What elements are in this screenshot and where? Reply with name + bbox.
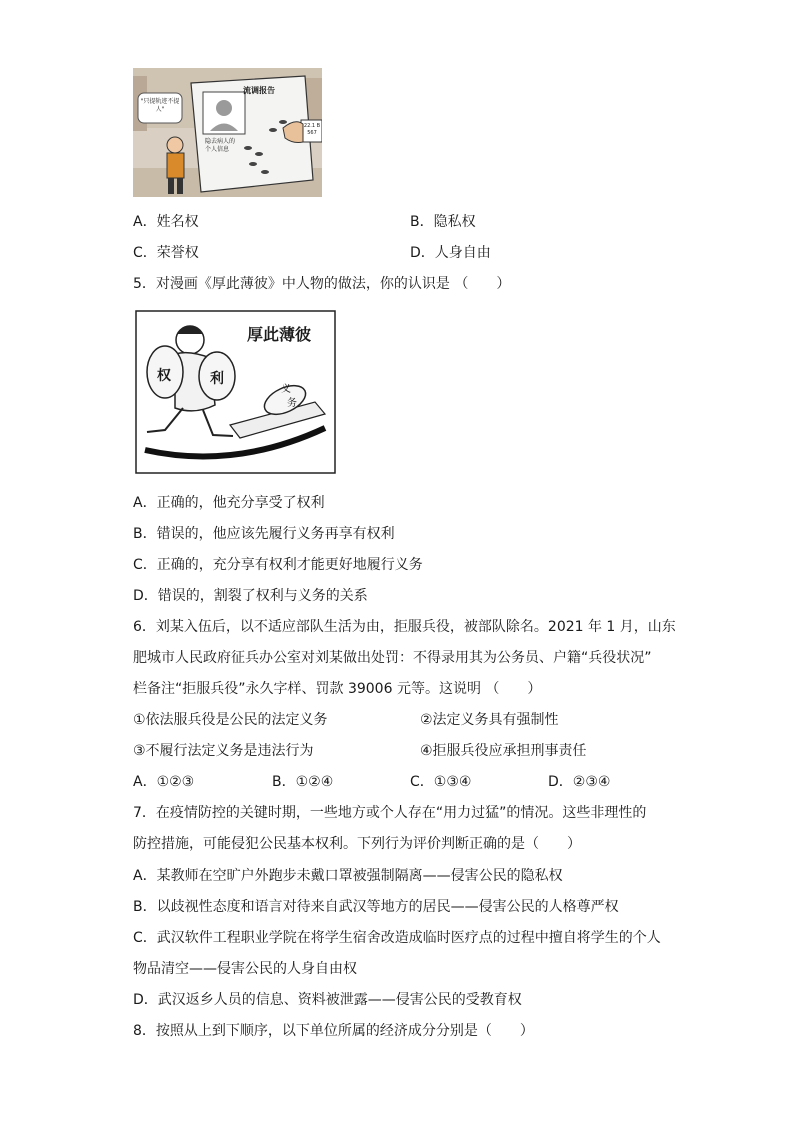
q6-statement-2: ②法定义务具有强制性 <box>420 712 559 728</box>
q4-option-a: A．姓名权 <box>133 214 199 230</box>
flow-report-caption: "只提轨迹不提人" <box>140 98 180 113</box>
q8-stem: 8．按照从上到下顺序，以下单位所属的经济成分分别是（ ） <box>133 1023 534 1039</box>
q6-option-b: B．①②④ <box>272 774 334 790</box>
flow-report-note: 22.1 B 567 <box>303 123 321 136</box>
q4-option-d: D．人身自由 <box>410 245 491 261</box>
hou-ci-bo-bi-char-quan: 权 <box>157 368 171 384</box>
q6-statement-4: ④拒服兵役应承担刑事责任 <box>420 743 587 759</box>
q5-option-a: A．正确的，他充分享受了权利 <box>133 495 325 511</box>
q4-option-b: B．隐私权 <box>410 214 476 230</box>
q7-stem-line1: 7．在疫情防控的关键时期，一些地方或个人存在“用力过猛”的情况。这些非理性的 <box>133 805 647 821</box>
q6-option-d: D．②③④ <box>548 774 611 790</box>
q6-statement-1: ①依法服兵役是公民的法定义务 <box>133 712 328 728</box>
q6-option-a: A．①②③ <box>133 774 195 790</box>
figure-flow-report-cartoon <box>133 68 322 197</box>
q7-option-a: A．某教师在空旷户外跑步未戴口罩被强制隔离——侵害公民的隐私权 <box>133 868 563 884</box>
flow-report-title: 流调报告 <box>243 86 275 95</box>
q7-option-b: B．以歧视性态度和语言对待来自武汉等地方的居民——侵害公民的人格尊严权 <box>133 899 619 915</box>
q5-option-b: B．错误的，他应该先履行义务再享有权利 <box>133 526 395 542</box>
q6-stem-line3: 栏备注“拒服兵役”永久字样、罚款 39006 元等。这说明 （ ） <box>133 681 542 697</box>
q5-option-d: D．错误的，割裂了权利与义务的关系 <box>133 588 368 604</box>
hou-ci-bo-bi-title: 厚此薄彼 <box>247 325 312 344</box>
q5-option-c: C．正确的，充分享有权利才能更好地履行义务 <box>133 557 423 573</box>
hou-ci-bo-bi-char-wu: 务 <box>287 398 297 409</box>
hou-ci-bo-bi-char-yi: 义 <box>281 384 291 395</box>
q6-statement-3: ③不履行法定义务是违法行为 <box>133 743 314 759</box>
q6-stem-line1: 6．刘某入伍后，以不适应部队生活为由，拒服兵役，被部队除名。2021 年 1 月，山东 <box>133 619 676 635</box>
q7-stem-line2: 防控措施，可能侵犯公民基本权利。下列行为评价判断正确的是（ ） <box>133 836 581 852</box>
q7-option-c-line1: C．武汉软件工程职业学院在将学生宿舍改造成临时医疗点的过程中擅自将学生的个人 <box>133 930 661 946</box>
q4-option-c: C．荣誉权 <box>133 245 199 261</box>
hou-ci-bo-bi-char-li: 利 <box>210 371 224 387</box>
figure-hou-ci-bo-bi-cartoon <box>135 310 336 474</box>
q5-stem: 5．对漫画《厚此薄彼》中人物的做法，你的认识是 （ ） <box>133 276 511 292</box>
q6-option-c: C．①③④ <box>410 774 472 790</box>
q7-option-c-line2: 物品清空——侵害公民的人身自由权 <box>133 961 357 977</box>
q7-option-d: D．武汉返乡人员的信息、资料被泄露——侵害公民的受教育权 <box>133 992 522 1008</box>
flow-report-paper-text: 隐去病人的个人信息 <box>205 138 236 153</box>
flow-report-cartoon-image <box>133 68 322 197</box>
q6-stem-line2: 肥城市人民政府征兵办公室对刘某做出处罚：不得录用其为公务员、户籍“兵役状况” <box>133 650 652 666</box>
